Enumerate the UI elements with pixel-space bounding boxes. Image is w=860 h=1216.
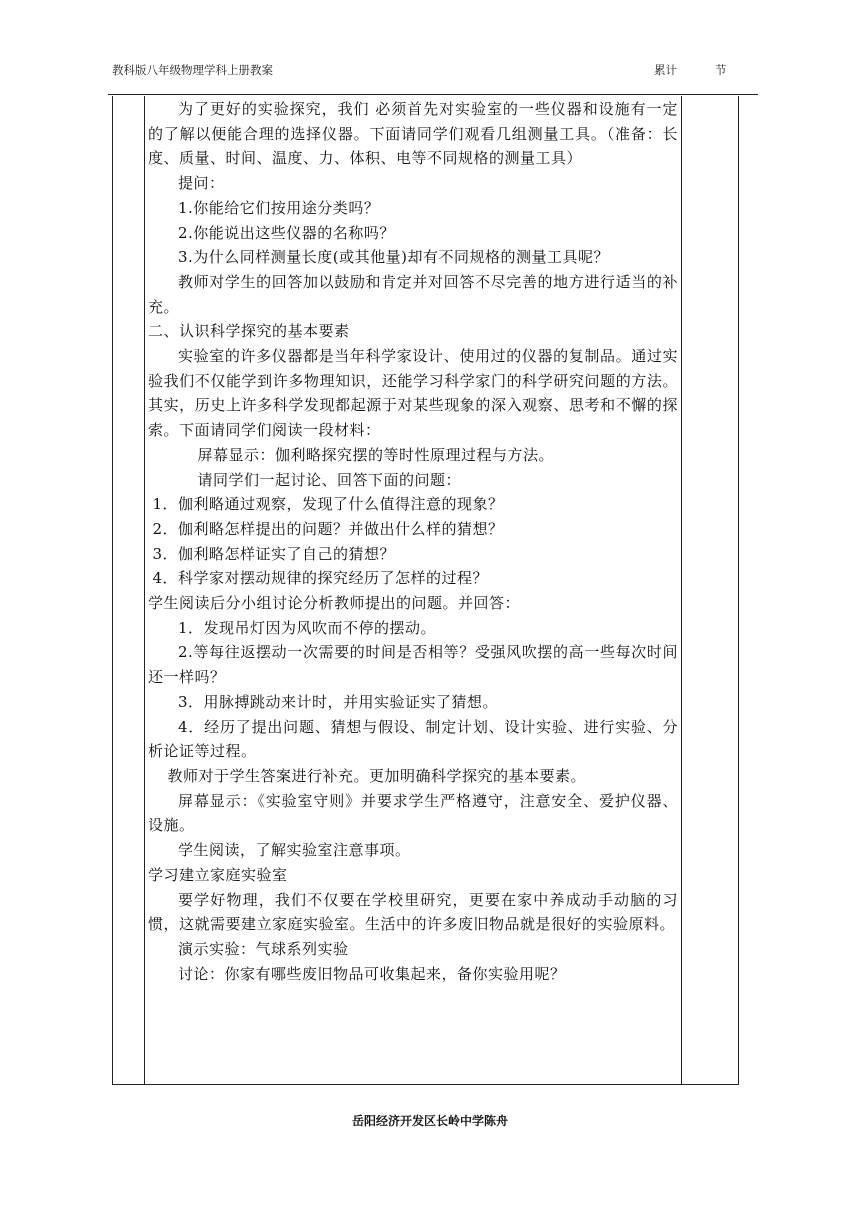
answer-item: 1．发现吊灯因为风吹而不停的摆动。 — [178, 618, 437, 637]
cumulative-label: 累计 — [654, 63, 677, 77]
table-border-right — [738, 96, 739, 1084]
paragraph: 讨论：你家有哪些废旧物品可收集起来，备你实验用呢？ — [178, 964, 566, 983]
section-label: 节 — [715, 63, 727, 77]
question-item: 3.为什么同样测量长度(或其他量)却有不同规格的测量工具呢？ — [178, 248, 610, 267]
table-column-divider — [681, 96, 682, 1084]
section-heading: 学习建立家庭实验室 — [148, 865, 288, 884]
paragraph: 请同学们一起讨论、回答下面的问题： — [197, 470, 462, 489]
page-footer: 岳阳经济开发区长岭中学陈舟 — [351, 1114, 508, 1128]
document-title: 教科版八年级物理学科上册教案 — [112, 63, 273, 77]
question-item: 4．科学家对摆动规律的探究经历了怎样的过程？ — [152, 569, 489, 588]
paragraph: 实验室的许多仪器都是当年科学家设计、使用过的仪器的复制品。通过实验我们不仅能学到许多物理知识，还能学习科学家门的科学研究问题的方法。其实，历史上许多科学发现都起源于对某些现象的深入观察、思考和不懈的探索。下面请同学们阅读一段材料： — [148, 347, 678, 440]
paragraph: 提问： — [178, 174, 225, 193]
paragraph: 教师对学生的回答加以鼓励和肯定并对回答不尽完善的地方进行适当的补充。 — [148, 272, 678, 316]
question-item: 1.你能给它们按用途分类吗？ — [178, 198, 380, 217]
section-heading: 二、认识科学探究的基本要素 — [148, 322, 350, 341]
paragraph: 教师对于学生答案进行补充。更加明确科学探究的基本要素。 — [167, 766, 587, 785]
question-item: 2.你能说出这些仪器的名称吗？ — [178, 223, 395, 242]
header-rule — [108, 94, 758, 95]
paragraph: 演示实验：气球系列实验 — [178, 939, 349, 958]
paragraph: 学生阅读，了解实验室注意事项。 — [178, 841, 411, 860]
table-border-bottom — [112, 1084, 739, 1085]
question-item: 3．伽利略怎样证实了自己的猜想？ — [152, 544, 396, 563]
question-item: 2．伽利略怎样提出的问题？并做出什么样的猜想？ — [152, 519, 504, 538]
answer-item: 2.等每往返摆动一次需要的时间是否相等？受强风吹摆的高一些每次时间还一样吗？ — [148, 643, 678, 687]
answer-item: 3．用脉搏跳动来计时，并用实验证实了猜想。 — [178, 692, 499, 711]
paragraph: 学生阅读后分小组讨论分析教师提出的问题。并回答： — [148, 594, 521, 613]
table-column-divider — [144, 96, 145, 1084]
question-item: 1．伽利略通过观察，发现了什么值得注意的现象？ — [152, 495, 504, 514]
table-border-left — [112, 96, 113, 1084]
lesson-content — [148, 97, 678, 986]
answer-item: 4．经历了提出问题、猜想与假设、制定计划、设计实验、进行实验、分析论证等过程。 — [148, 717, 678, 761]
paragraph: 屏幕显示：伽利略探究摆的等时性原理过程与方法。 — [197, 445, 555, 464]
paragraph: 屏幕显示：《实验室守则》并要求学生严格遵守，注意安全、爱护仪器、设施。 — [148, 791, 678, 835]
paragraph: 为了更好的实验探究，我们 必须首先对实验室的一些仪器和设施有一定的了解以便能合理的选择仪器。下面请同学们观看几组测量工具。（准备：长度、质量、时间、温度、力、体积、电等不同规格的测量工具） — [148, 100, 678, 168]
paragraph: 要学好物理，我们不仅要在学校里研究，更要在家中养成动手动脑的习惯，这就需要建立家庭实验室。生活中的许多废旧物品就是很好的实验原料。 — [148, 890, 678, 934]
page-header — [112, 62, 732, 78]
